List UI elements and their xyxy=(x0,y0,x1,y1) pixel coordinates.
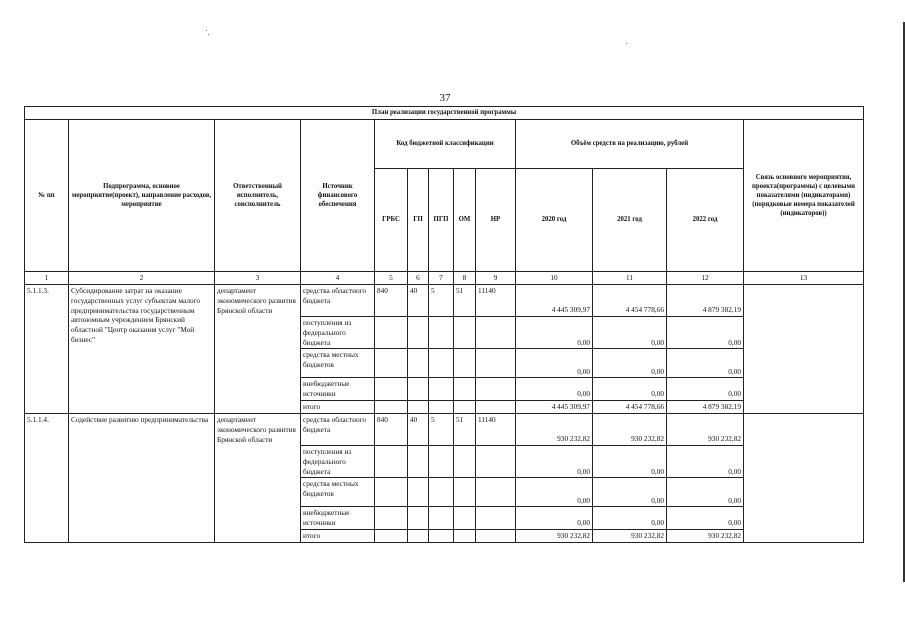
funding-source: внебюджетные источники xyxy=(301,507,375,530)
amount-2020: 930 232,82 xyxy=(516,413,593,445)
col-index: 3 xyxy=(215,272,301,285)
funding-source: средства областного бюджета xyxy=(301,413,375,445)
col-index: 13 xyxy=(744,272,864,285)
amount-2022: 0,00 xyxy=(667,349,744,378)
col-index: 10 xyxy=(516,272,593,285)
responsible-executor: департамент экономического развития Брянской области xyxy=(215,413,301,542)
total-2020: 930 232,82 xyxy=(516,530,593,543)
row-number: 5.1.1.4. xyxy=(25,413,69,542)
page-number: 37 xyxy=(439,92,451,104)
amount-2022: 0,00 xyxy=(667,316,744,349)
header-2022: 2022 год xyxy=(667,169,744,272)
amount-2021: 0,00 xyxy=(593,507,667,530)
activity-name: Содействие развитию предпринимательства xyxy=(69,413,215,542)
funding-source: внебюджетные источники xyxy=(301,378,375,401)
funding-source: средства областного бюджета xyxy=(301,284,375,316)
header-num: № пп xyxy=(25,120,69,272)
table-row xyxy=(25,284,864,316)
header-om: ОМ xyxy=(454,169,476,272)
funding-source: средства местных бюджетов xyxy=(301,478,375,507)
amount-2021: 0,00 xyxy=(593,478,667,507)
funding-source: итого xyxy=(301,530,375,543)
header-2020: 2020 год xyxy=(516,169,593,272)
pgp-code: 5 xyxy=(429,284,454,316)
col-index: 7 xyxy=(429,272,454,285)
col-index: 8 xyxy=(454,272,476,285)
col-index: 5 xyxy=(375,272,408,285)
header-nr: НР xyxy=(476,169,516,272)
gp-code: 40 xyxy=(408,284,429,316)
funding-source: итого xyxy=(301,401,375,414)
activity-name: Субсидирование затрат на оказание государственных услуг субъектам малого предпринимательства государственным автономным учреждением Брянский областной "Центр оказания услуг "Мой бизнес" xyxy=(69,284,215,413)
total-2022: 930 232,82 xyxy=(667,530,744,543)
header-source: Источник финансового обеспечения xyxy=(301,120,375,272)
nr-code: 11140 xyxy=(476,413,516,445)
header-budget-code: Код бюджетной классификации xyxy=(375,120,516,169)
amount-2021: 0,00 xyxy=(593,349,667,378)
header-activity: Подпрограмма, основное мероприятие(проект), направление расходов, мероприятие xyxy=(69,120,215,272)
scan-speck xyxy=(206,30,207,31)
row-number: 5.1.1.3. xyxy=(25,284,69,413)
amount-2022: 0,00 xyxy=(667,507,744,530)
scan-speck xyxy=(208,34,209,35)
amount-2020: 4 445 309,97 xyxy=(516,284,593,316)
table-row xyxy=(25,413,864,445)
header-gp: ГП xyxy=(408,169,429,272)
total-2021: 4 454 778,66 xyxy=(593,401,667,414)
col-index: 4 xyxy=(301,272,375,285)
total-2021: 930 232,82 xyxy=(593,530,667,543)
grbs-code: 840 xyxy=(375,284,408,316)
amount-2021: 4 454 778,66 xyxy=(593,284,667,316)
col-index: 6 xyxy=(408,272,429,285)
om-code: 51 xyxy=(454,284,476,316)
amount-2021: 0,00 xyxy=(593,378,667,401)
responsible-executor: департамент экономического развития Брянской области xyxy=(215,284,301,413)
nr-code: 11140 xyxy=(476,284,516,316)
header-2021: 2021 год xyxy=(593,169,667,272)
total-2022: 4 879 382,19 xyxy=(667,401,744,414)
col-index: 9 xyxy=(476,272,516,285)
amount-2021: 930 232,82 xyxy=(593,413,667,445)
header-link: Связь основного мероприятия, проекта(программы) с целевыми показателями (индикаторами) (порядковые номера показателей (индикаторов)) xyxy=(744,120,864,272)
amount-2021: 0,00 xyxy=(593,316,667,349)
amount-2020: 0,00 xyxy=(516,507,593,530)
amount-2021: 0,00 xyxy=(593,445,667,478)
col-index: 12 xyxy=(667,272,744,285)
grbs-code: 840 xyxy=(375,413,408,445)
om-code: 51 xyxy=(454,413,476,445)
col-index: 1 xyxy=(25,272,69,285)
amount-2020: 0,00 xyxy=(516,378,593,401)
amount-2020: 0,00 xyxy=(516,316,593,349)
amount-2022: 930 232,82 xyxy=(667,413,744,445)
header-pgp: ПГП xyxy=(429,169,454,272)
pgp-code: 5 xyxy=(429,413,454,445)
funding-source: средства местных бюджетов xyxy=(301,349,375,378)
table-title: План реализации государственной программы xyxy=(25,107,864,120)
col-index: 11 xyxy=(593,272,667,285)
program-plan-table xyxy=(24,106,864,543)
funding-source: поступления из федерального бюджета xyxy=(301,316,375,349)
header-grbs: ГРБС xyxy=(375,169,408,272)
header-responsible: Ответственный исполнитель, соисполнитель xyxy=(215,120,301,272)
indicator-link xyxy=(744,284,864,413)
funding-source: поступления из федерального бюджета xyxy=(301,445,375,478)
amount-2022: 0,00 xyxy=(667,478,744,507)
header-volume: Объём средств на реализацию, рублей xyxy=(516,120,744,169)
amount-2022: 0,00 xyxy=(667,378,744,401)
amount-2022: 4 879 382,19 xyxy=(667,284,744,316)
amount-2020: 0,00 xyxy=(516,478,593,507)
amount-2020: 0,00 xyxy=(516,349,593,378)
scan-speck xyxy=(626,43,627,44)
gp-code: 40 xyxy=(408,413,429,445)
total-2020: 4 445 309,97 xyxy=(516,401,593,414)
amount-2022: 0,00 xyxy=(667,445,744,478)
indicator-link xyxy=(744,413,864,542)
amount-2020: 0,00 xyxy=(516,445,593,478)
col-index: 2 xyxy=(69,272,215,285)
